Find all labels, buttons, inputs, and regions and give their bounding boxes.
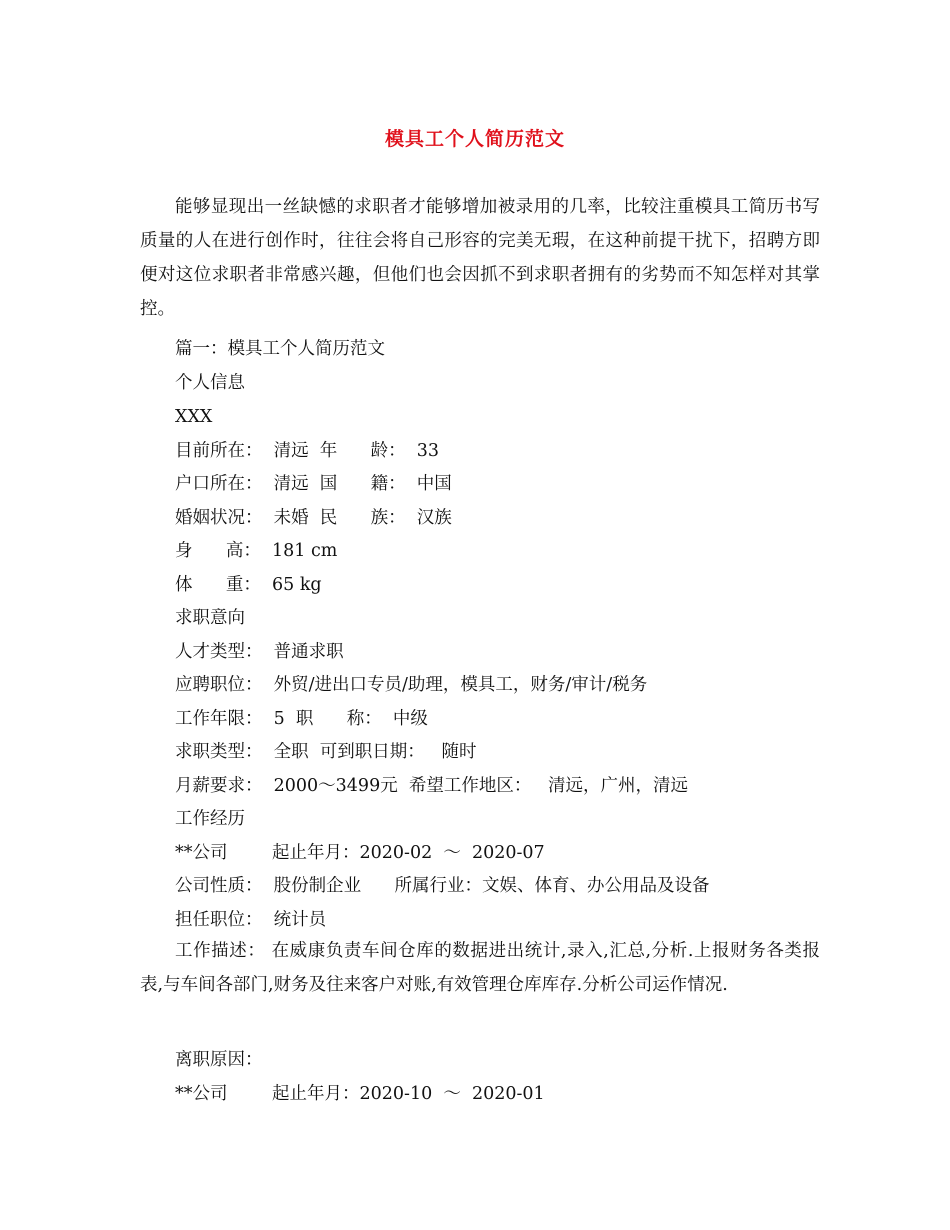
info-line-salary-area: 月薪要求： 2000～3499元 希望工作地区： 清远，广州，清远 (175, 776, 689, 796)
work-entry-company-1: **公司 起止年月：2020-02 ～ 2020-07 (175, 843, 545, 863)
info-line-marital-ethnicity: 婚姻状况： 未婚 民 族： 汉族 (175, 508, 452, 528)
section-heading-job-intention: 求职意向 (175, 608, 245, 628)
info-line-location-age: 目前所在： 清远 年 龄： 33 (175, 441, 440, 461)
document-title: 模具工个人简历范文 (384, 128, 565, 150)
section-heading-personal-info: 个人信息 (175, 373, 245, 393)
info-line-hukou-nationality: 户口所在： 清远 国 籍： 中国 (175, 474, 452, 494)
section-heading-article-one: 篇一：模具工个人简历范文 (175, 339, 385, 359)
name-line: XXX (175, 407, 213, 427)
work-description-paragraph: 工作描述： 在威康负责车间仓库的数据进出统计,录入,汇总,分析.上报财务各类报表,与车间各部门,财务及往来客户对账,有效管理仓库库存.分析公司运作情况. (140, 941, 820, 995)
work-entry-position: 担任职位： 统计员 (175, 910, 327, 930)
info-line-job-type-start: 求职类型： 全职 可到职日期： 随时 (175, 742, 477, 762)
work-entry-company-nature: 公司性质： 股份制企业 所属行业：文娱、体育、办公用品及设备 (175, 876, 710, 896)
info-line-talent-type: 人才类型： 普通求职 (175, 642, 344, 662)
info-line-applied-position: 应聘职位： 外贸/进出口专员/助理，模具工，财务/审计/税务 (175, 675, 648, 695)
work-entry-company-2: **公司 起止年月：2020-10 ～ 2020-01 (175, 1084, 545, 1104)
info-line-work-years-title: 工作年限： 5 职 称： 中级 (175, 709, 428, 729)
info-line-height: 身 高： 181 cm (175, 541, 338, 561)
info-line-weight: 体 重： 65 kg (175, 575, 322, 595)
intro-paragraph: 能够显现出一丝缺憾的求职者才能够增加被录用的几率，比较注重模具工简历书写质量的人在进行创作时，往往会将自己形容的完美无瑕，在这种前提干扰下，招聘方即便对这位求职者非常感兴趣，但他们也会因抓不到求职者拥有的劣势而不知怎样对其掌控。 (140, 197, 820, 319)
section-heading-work-experience: 工作经历 (175, 809, 245, 829)
leave-reason-line: 离职原因： (175, 1050, 263, 1070)
